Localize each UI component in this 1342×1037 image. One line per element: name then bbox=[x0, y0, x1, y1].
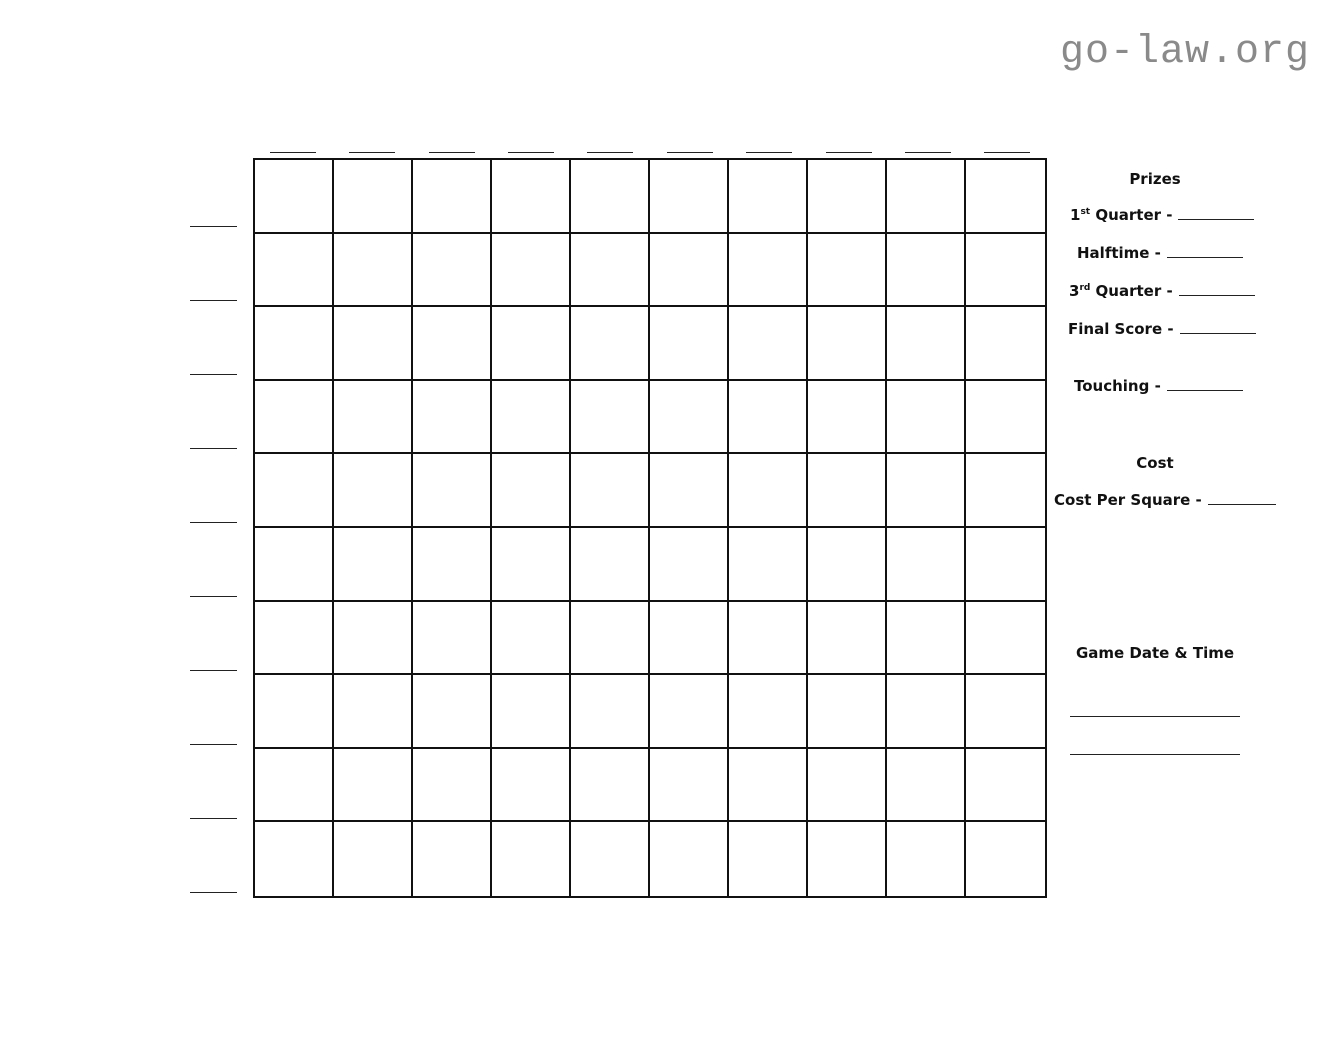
grid-square[interactable] bbox=[729, 822, 808, 896]
grid-square[interactable] bbox=[571, 822, 650, 896]
grid-square[interactable] bbox=[413, 307, 492, 381]
grid-square[interactable] bbox=[413, 749, 492, 823]
column-score-blanks bbox=[253, 140, 1047, 154]
prize-label: Touching - bbox=[1074, 377, 1161, 395]
grid-square[interactable] bbox=[492, 234, 571, 308]
grid-square[interactable] bbox=[571, 307, 650, 381]
grid-square[interactable] bbox=[887, 528, 966, 602]
grid-square[interactable] bbox=[571, 160, 650, 234]
prize-3rd-quarter bbox=[1069, 282, 1255, 300]
row-score-blank[interactable] bbox=[190, 226, 237, 227]
grid-square[interactable] bbox=[966, 528, 1045, 602]
row-score-blank[interactable] bbox=[190, 744, 237, 745]
column-score-blank[interactable] bbox=[905, 152, 951, 153]
grid-square[interactable] bbox=[966, 749, 1045, 823]
grid-square[interactable] bbox=[729, 454, 808, 528]
grid-square[interactable] bbox=[334, 160, 413, 234]
grid-square[interactable] bbox=[413, 234, 492, 308]
grid-square[interactable] bbox=[334, 381, 413, 455]
column-score-blank[interactable] bbox=[826, 152, 872, 153]
prize-final-score bbox=[1068, 320, 1256, 338]
grid-square[interactable] bbox=[255, 749, 334, 823]
grid-square[interactable] bbox=[334, 602, 413, 676]
grid-square[interactable] bbox=[255, 160, 334, 234]
grid-square[interactable] bbox=[887, 234, 966, 308]
grid-square[interactable] bbox=[255, 454, 334, 528]
grid-square[interactable] bbox=[808, 381, 887, 455]
grid-square[interactable] bbox=[650, 160, 729, 234]
column-score-blank[interactable] bbox=[270, 152, 316, 153]
grid-square[interactable] bbox=[729, 160, 808, 234]
grid-square[interactable] bbox=[966, 822, 1045, 896]
grid-square[interactable] bbox=[887, 160, 966, 234]
grid-square[interactable] bbox=[571, 749, 650, 823]
prize-blank[interactable] bbox=[1178, 218, 1254, 220]
grid-square[interactable] bbox=[887, 749, 966, 823]
prize-label: 3rd Quarter - bbox=[1069, 282, 1173, 300]
grid-square[interactable] bbox=[571, 454, 650, 528]
column-score-blank[interactable] bbox=[667, 152, 713, 153]
row-score-blanks bbox=[190, 158, 238, 898]
game-heading: Game Date & Time bbox=[1075, 644, 1235, 662]
grid-square[interactable] bbox=[334, 454, 413, 528]
grid-square[interactable] bbox=[492, 454, 571, 528]
grid-square[interactable] bbox=[334, 822, 413, 896]
grid-square[interactable] bbox=[571, 234, 650, 308]
grid-square[interactable] bbox=[729, 675, 808, 749]
grid-square[interactable] bbox=[966, 234, 1045, 308]
grid-square[interactable] bbox=[650, 675, 729, 749]
row-score-blank[interactable] bbox=[190, 448, 237, 449]
grid-square[interactable] bbox=[492, 822, 571, 896]
grid-square[interactable] bbox=[255, 602, 334, 676]
squares-grid bbox=[253, 158, 1047, 898]
grid-square[interactable] bbox=[966, 160, 1045, 234]
grid-square[interactable] bbox=[887, 675, 966, 749]
row-score-blank[interactable] bbox=[190, 892, 237, 893]
grid-square[interactable] bbox=[808, 160, 887, 234]
row-score-blank[interactable] bbox=[190, 818, 237, 819]
grid-square[interactable] bbox=[966, 381, 1045, 455]
grid-square[interactable] bbox=[255, 307, 334, 381]
prizes-heading: Prizes bbox=[1129, 170, 1181, 188]
column-score-blank[interactable] bbox=[508, 152, 554, 153]
grid-square[interactable] bbox=[808, 675, 887, 749]
grid-square[interactable] bbox=[571, 602, 650, 676]
grid-square[interactable] bbox=[492, 749, 571, 823]
grid-square[interactable] bbox=[413, 822, 492, 896]
cost-per-square bbox=[1054, 491, 1276, 509]
grid-square[interactable] bbox=[413, 381, 492, 455]
grid-square[interactable] bbox=[729, 307, 808, 381]
grid-square[interactable] bbox=[808, 749, 887, 823]
grid-square[interactable] bbox=[255, 822, 334, 896]
prize-blank[interactable] bbox=[1167, 389, 1243, 391]
prize-label: 1st Quarter - bbox=[1070, 206, 1173, 224]
grid-square[interactable] bbox=[650, 528, 729, 602]
grid-square[interactable] bbox=[887, 822, 966, 896]
row-score-blank[interactable] bbox=[190, 670, 237, 671]
row-score-blank[interactable] bbox=[190, 596, 237, 597]
grid-square[interactable] bbox=[966, 307, 1045, 381]
cost-heading: Cost bbox=[1136, 454, 1174, 472]
grid-square[interactable] bbox=[492, 307, 571, 381]
grid-square[interactable] bbox=[492, 602, 571, 676]
grid-square[interactable] bbox=[255, 528, 334, 602]
grid-square[interactable] bbox=[492, 160, 571, 234]
grid-square[interactable] bbox=[887, 454, 966, 528]
grid-square[interactable] bbox=[650, 307, 729, 381]
grid-square[interactable] bbox=[334, 675, 413, 749]
grid-square[interactable] bbox=[413, 675, 492, 749]
prize-label: Halftime - bbox=[1077, 244, 1161, 262]
grid-square[interactable] bbox=[413, 602, 492, 676]
grid-square[interactable] bbox=[334, 749, 413, 823]
grid-square[interactable] bbox=[413, 160, 492, 234]
row-score-blank[interactable] bbox=[190, 300, 237, 301]
prize-label: Final Score - bbox=[1068, 320, 1174, 338]
grid-square[interactable] bbox=[571, 528, 650, 602]
grid-square[interactable] bbox=[413, 454, 492, 528]
prize-touching bbox=[1074, 377, 1243, 395]
grid-square[interactable] bbox=[650, 822, 729, 896]
cost-blank[interactable] bbox=[1208, 503, 1276, 505]
grid-square[interactable] bbox=[255, 234, 334, 308]
watermark: go-law.org bbox=[1059, 30, 1310, 75]
grid-square[interactable] bbox=[650, 602, 729, 676]
grid-square[interactable] bbox=[255, 675, 334, 749]
grid-square[interactable] bbox=[334, 307, 413, 381]
grid-square[interactable] bbox=[650, 381, 729, 455]
grid-square[interactable] bbox=[334, 234, 413, 308]
grid-square[interactable] bbox=[492, 675, 571, 749]
grid-square[interactable] bbox=[729, 749, 808, 823]
grid-square[interactable] bbox=[729, 234, 808, 308]
grid-square[interactable] bbox=[492, 528, 571, 602]
prize-halftime bbox=[1077, 244, 1243, 262]
column-score-blank[interactable] bbox=[429, 152, 475, 153]
grid-square[interactable] bbox=[808, 822, 887, 896]
cost-label: Cost Per Square - bbox=[1054, 491, 1202, 509]
grid-square[interactable] bbox=[966, 454, 1045, 528]
grid-square[interactable] bbox=[887, 381, 966, 455]
grid-square[interactable] bbox=[808, 528, 887, 602]
grid-square[interactable] bbox=[808, 454, 887, 528]
grid-square[interactable] bbox=[887, 602, 966, 676]
grid-square[interactable] bbox=[650, 454, 729, 528]
row-score-blank[interactable] bbox=[190, 522, 237, 523]
prize-blank[interactable] bbox=[1179, 294, 1255, 296]
grid-square[interactable] bbox=[650, 749, 729, 823]
grid-square[interactable] bbox=[966, 675, 1045, 749]
prize-blank[interactable] bbox=[1180, 332, 1256, 334]
column-score-blank[interactable] bbox=[349, 152, 395, 153]
grid-square[interactable] bbox=[887, 307, 966, 381]
grid-square[interactable] bbox=[334, 528, 413, 602]
grid-square[interactable] bbox=[808, 234, 887, 308]
column-score-blank[interactable] bbox=[984, 152, 1030, 153]
grid-square[interactable] bbox=[413, 528, 492, 602]
game-date-line[interactable] bbox=[1070, 716, 1240, 717]
row-score-blank[interactable] bbox=[190, 374, 237, 375]
grid-square[interactable] bbox=[492, 381, 571, 455]
game-time-line[interactable] bbox=[1070, 754, 1240, 755]
grid-square[interactable] bbox=[808, 602, 887, 676]
grid-square[interactable] bbox=[255, 381, 334, 455]
prize-blank[interactable] bbox=[1167, 256, 1243, 258]
column-score-blank[interactable] bbox=[587, 152, 633, 153]
grid-square[interactable] bbox=[808, 307, 887, 381]
column-score-blank[interactable] bbox=[746, 152, 792, 153]
prize-1st-quarter bbox=[1070, 206, 1254, 224]
grid-square[interactable] bbox=[571, 381, 650, 455]
grid-square[interactable] bbox=[729, 602, 808, 676]
grid-square[interactable] bbox=[729, 528, 808, 602]
grid-square[interactable] bbox=[729, 381, 808, 455]
grid-square[interactable] bbox=[650, 234, 729, 308]
grid-square[interactable] bbox=[966, 602, 1045, 676]
grid-square[interactable] bbox=[571, 675, 650, 749]
